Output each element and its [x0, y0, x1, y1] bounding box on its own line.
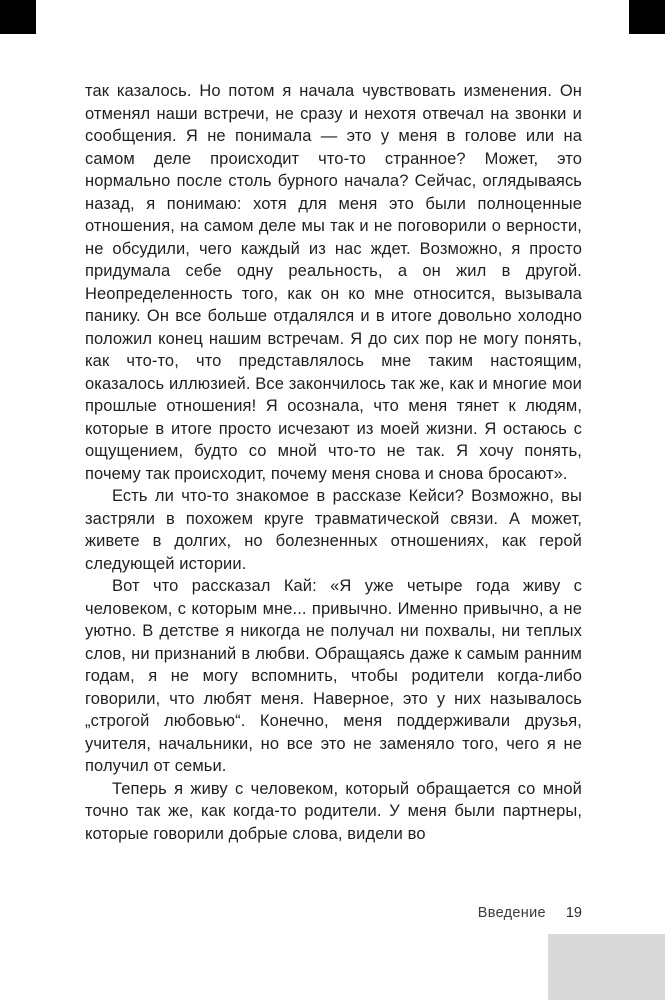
- paragraph: Вот что рассказал Кай: «Я уже четыре года живу с человеком, с которым мне... привычно. Именно привычно, а не уютно. В детстве я никогда не получал ни похвалы, ни теплых слов, ни признаний в любви. Обращаясь даже к самым ранним годам, я не могу вспомнить, чтобы родители когда-либо говорили, что любят меня. Наверное, это у них называлось „строгой любовью“. Конечно, меня поддерживали друзья, учителя, начальники, но все это не заменяло того, чего я не получил от семьи.: [85, 577, 582, 775]
- corner-mark-left: [0, 0, 36, 34]
- footer-section-label: Введение: [477, 905, 546, 921]
- page-text: [85, 80, 582, 845]
- paragraph: так казалось. Но потом я начала чувствовать изменения. Он отменял наши встречи, не сразу и нехотя отвечал на звонки и сообщения. Я не понимала — это у меня в голове или на самом деле происходит что-то странное? Может, это нормально после столь бурного начала? Сейчас, оглядываясь назад, я понимаю: хотя для меня это были полноценные отношения, на самом деле мы так и не поговорили о верности, не обсудили, чего каждый из нас ждет. Возможно, я просто придумала себе одну реальность, а он жил в другой. Неопределенность того, как он ко мне относится, вызывала панику. Он все больше отдалялся и в итоге довольно холодно положил конец нашим встречам. Я до сих пор не могу понять, как что-то, что представлялось мне таким настоящим, оказалось иллюзией. Все закончилось так же, как и многие мои прошлые отношения! Я осознала, что меня тянет к людям, которые в итоге просто исчезают из моей жизни. Я остаюсь с ощущением, будто со мной что-то не так. Я хочу понять, почему так происходит, почему меня снова и снова бросают».: [85, 82, 582, 483]
- corner-mark-right: [629, 0, 665, 34]
- footer-page-number: 19: [565, 905, 582, 921]
- paragraph: Теперь я живу с человеком, который обращается со мной точно так же, как когда-то родители. У меня были партнеры, которые говорили добрые слова, видели во: [85, 779, 582, 843]
- footer-gray-block: [548, 934, 665, 1000]
- paragraph: Есть ли что-то знакомое в рассказе Кейси? Возможно, вы застряли в похожем круге травматической связи. А может, живете в долгих, но болезненных отношениях, как герой следующей истории.: [85, 487, 582, 573]
- page-footer: [85, 905, 582, 921]
